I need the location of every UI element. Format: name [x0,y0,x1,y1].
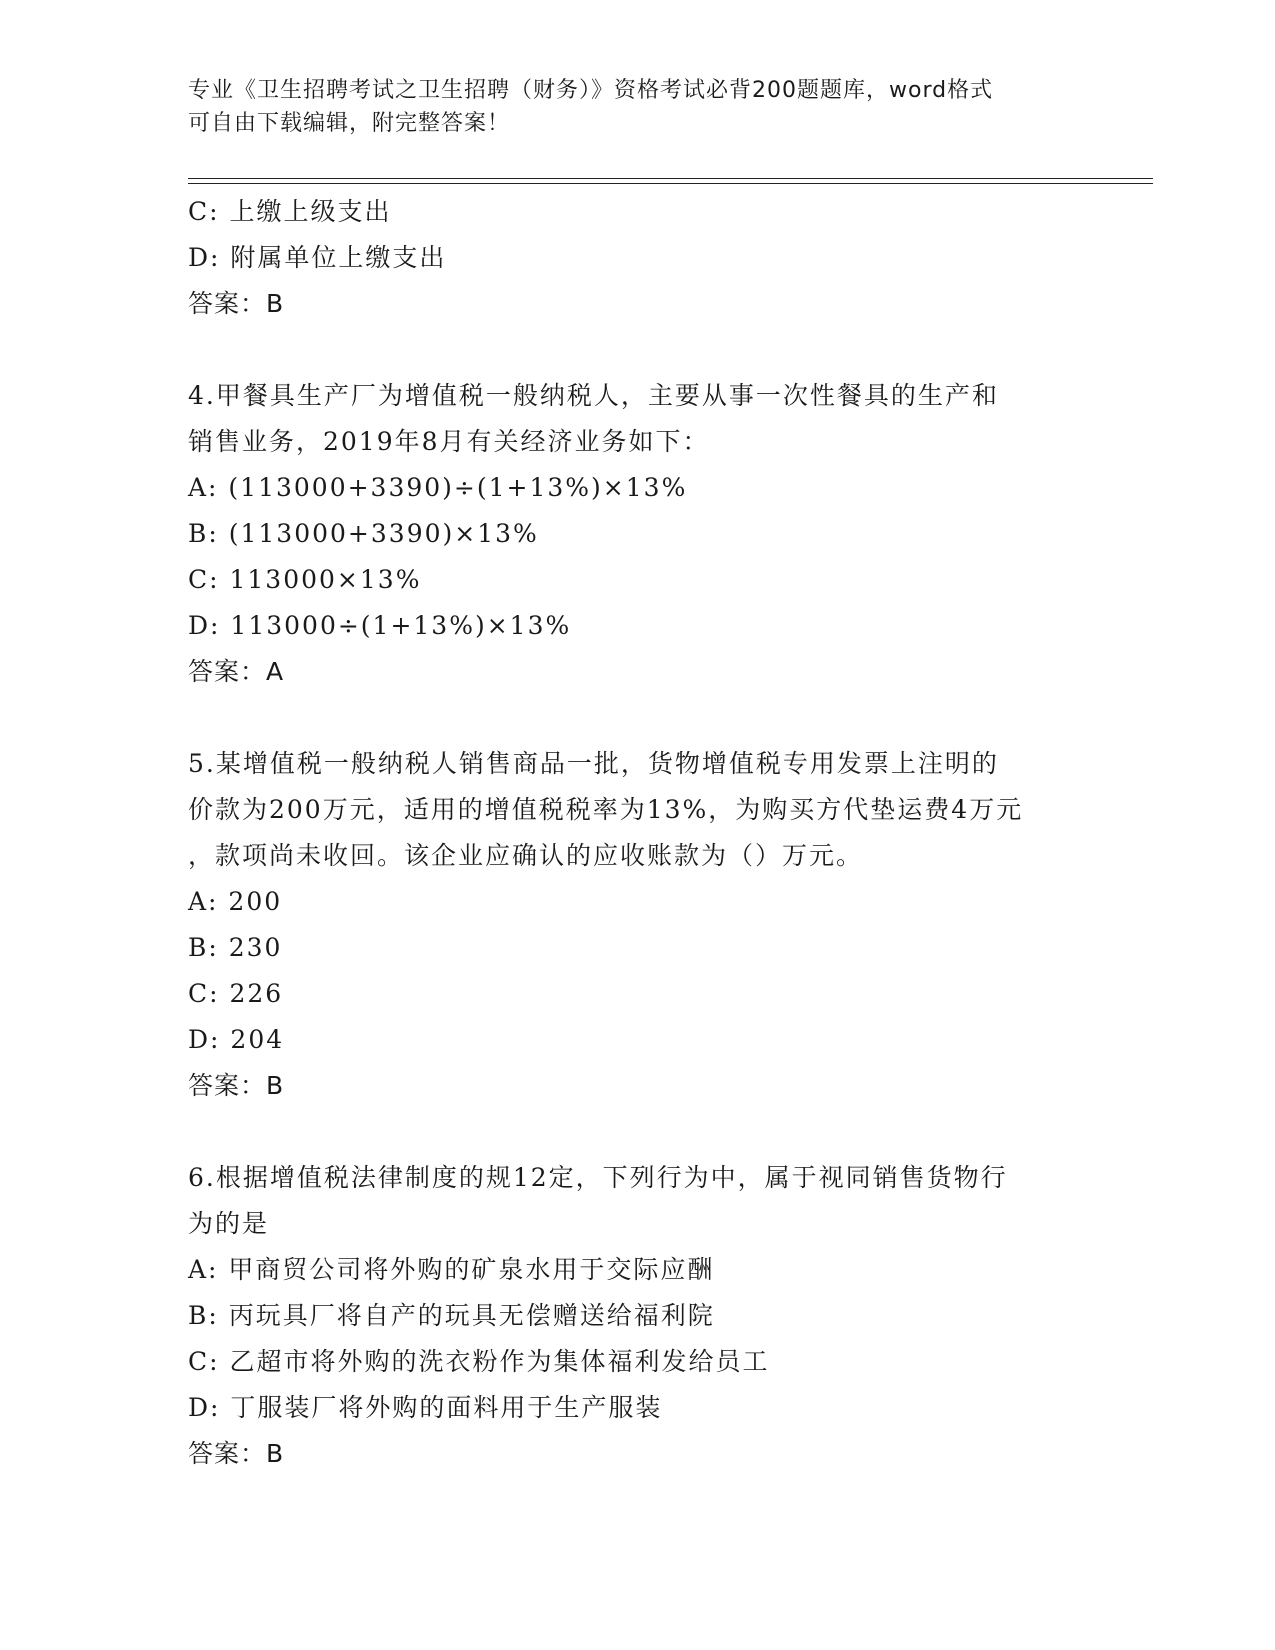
header-divider-top [188,178,1153,179]
header-divider-bottom [188,183,1153,184]
answer: 答案：B [188,289,285,318]
spacer [188,695,1118,741]
answer: 答案：A [188,657,285,686]
question-content [188,189,1118,1477]
question-4 [188,373,1118,695]
option-d: D: 附属单位上缴支出 [188,243,447,272]
question-stem: ，款项尚未收回。该企业应确认的应收账款为（）万元。 [188,841,864,870]
option-c: C: 226 [188,979,284,1008]
option-d: D: 丁服装厂将外购的面料用于生产服装 [188,1393,663,1422]
answer: 答案：B [188,1439,285,1468]
spacer [188,1109,1118,1155]
question-stem: 6.根据增值税法律制度的规12定，下列行为中，属于视同销售货物行 [188,1163,1008,1192]
option-d: D: 113000÷(1+13%)×13% [188,611,572,640]
option-d: D: 204 [188,1025,285,1054]
option-b: B: (113000+3390)×13% [188,519,539,548]
header-line-1: 专业《卫生招聘考试之卫生招聘（财务）》资格考试必背200题题库，word格式 [188,78,994,103]
question-6 [188,1155,1118,1477]
question-3 [188,189,1118,327]
option-b: B: 230 [188,933,283,962]
document-header [188,74,1088,140]
question-stem: 4.甲餐具生产厂为增值税一般纳税人，主要从事一次性餐具的生产和 [188,381,999,410]
spacer [188,327,1118,373]
question-stem: 为的是 [188,1209,270,1238]
option-a: A: 200 [188,887,283,916]
answer: 答案：B [188,1071,285,1100]
option-c: C: 上缴上级支出 [188,197,392,226]
option-c: C: 113000×13% [188,565,422,594]
question-stem: 销售业务，2019年8月有关经济业务如下： [188,427,710,456]
header-line-2: 可自由下载编辑，附完整答案！ [188,111,511,136]
question-stem: 价款为200万元，适用的增值税税率为13%，为购买方代垫运费4万元 [188,795,1024,824]
question-5 [188,741,1118,1109]
question-stem: 5.某增值税一般纳税人销售商品一批，货物增值税专用发票上注明的 [188,749,999,778]
option-b: B: 丙玩具厂将自产的玩具无偿赠送给福利院 [188,1301,715,1330]
option-a: A: (113000+3390)÷(1+13%)×13% [188,473,688,502]
option-a: A: 甲商贸公司将外购的矿泉水用于交际应酬 [188,1255,715,1284]
option-c: C: 乙超市将外购的洗衣粉作为集体福利发给员工 [188,1347,770,1376]
